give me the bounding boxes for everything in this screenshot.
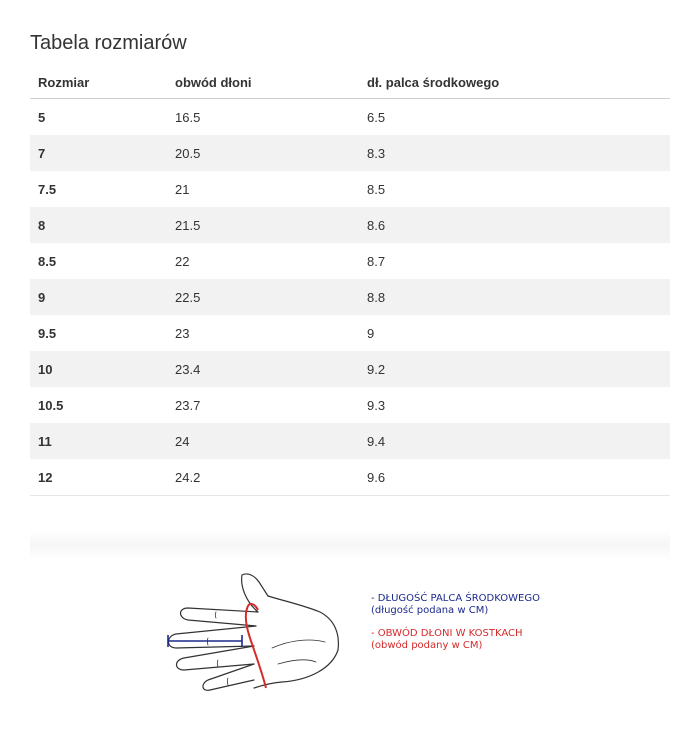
illustration-background [30, 530, 670, 560]
cell-size: 10.5 [38, 397, 64, 413]
cell-finger-length: 9.6 [359, 459, 670, 496]
cell-size: 12 [30, 459, 167, 496]
cell-finger-length: 9.3 [367, 397, 386, 413]
cell-size: 7.5 [38, 181, 57, 197]
table-row [30, 351, 670, 387]
measurement-legend [371, 593, 540, 663]
column-header-size: Rozmiar [30, 66, 167, 99]
cell-palm-circumference: 21 [175, 181, 190, 197]
cell-palm-circumference: 16.5 [175, 109, 201, 125]
cell-finger-length: 8.8 [359, 279, 670, 315]
cell-finger-length: 8.6 [359, 207, 670, 243]
cell-size: 8 [30, 207, 167, 243]
table-row [30, 243, 670, 279]
cell-finger-length: 8.5 [367, 181, 386, 197]
cell-palm-circumference: 21.5 [167, 207, 359, 243]
table-row [30, 459, 670, 496]
column-header-middle-finger-length: dł. palca środkowego [359, 66, 670, 99]
cell-palm-circumference: 22.5 [167, 279, 359, 315]
cell-finger-length: 9 [367, 325, 375, 341]
table-row [30, 387, 670, 423]
cell-finger-length: 9.2 [359, 351, 670, 387]
cell-finger-length: 8.3 [359, 135, 670, 171]
cell-finger-length: 6.5 [367, 109, 386, 125]
table-row [30, 423, 670, 459]
table-row [30, 99, 670, 136]
legend-palm-note: (obwód podany w CM) [371, 640, 483, 651]
hand-measurement-icon [160, 568, 350, 698]
cell-finger-length: 8.7 [367, 253, 386, 269]
cell-size: 9 [30, 279, 167, 315]
cell-size: 11 [30, 423, 167, 459]
page-title: Tabela rozmiarów [30, 32, 187, 54]
cell-size: 9.5 [38, 325, 57, 341]
legend-palm-circumference [371, 628, 540, 652]
cell-palm-circumference: 23.7 [175, 397, 201, 413]
table-row [30, 207, 670, 243]
cell-palm-circumference: 22 [175, 253, 190, 269]
table-row [30, 315, 670, 351]
table-row [30, 135, 670, 171]
cell-palm-circumference: 20.5 [167, 135, 359, 171]
table-header-row [30, 66, 670, 99]
legend-finger-note: (długość podana w CM) [371, 605, 489, 616]
cell-palm-circumference: 24 [167, 423, 359, 459]
cell-size: 7 [30, 135, 167, 171]
size-table [30, 66, 670, 496]
legend-palm-title: - OBWÓD DŁONI W KOSTKACH [371, 628, 523, 639]
legend-finger-length [371, 593, 540, 617]
column-header-palm-circumference: obwód dłoni [167, 66, 359, 99]
cell-palm-circumference: 23.4 [167, 351, 359, 387]
cell-finger-length: 9.4 [359, 423, 670, 459]
cell-size: 5 [38, 109, 46, 125]
legend-finger-title: - DŁUGOŚĆ PALCA ŚRODKOWEGO [371, 593, 540, 604]
cell-size: 10 [30, 351, 167, 387]
cell-size: 8.5 [38, 253, 57, 269]
table-row [30, 171, 670, 207]
cell-palm-circumference: 24.2 [167, 459, 359, 496]
table-row [30, 279, 670, 315]
cell-palm-circumference: 23 [175, 325, 190, 341]
